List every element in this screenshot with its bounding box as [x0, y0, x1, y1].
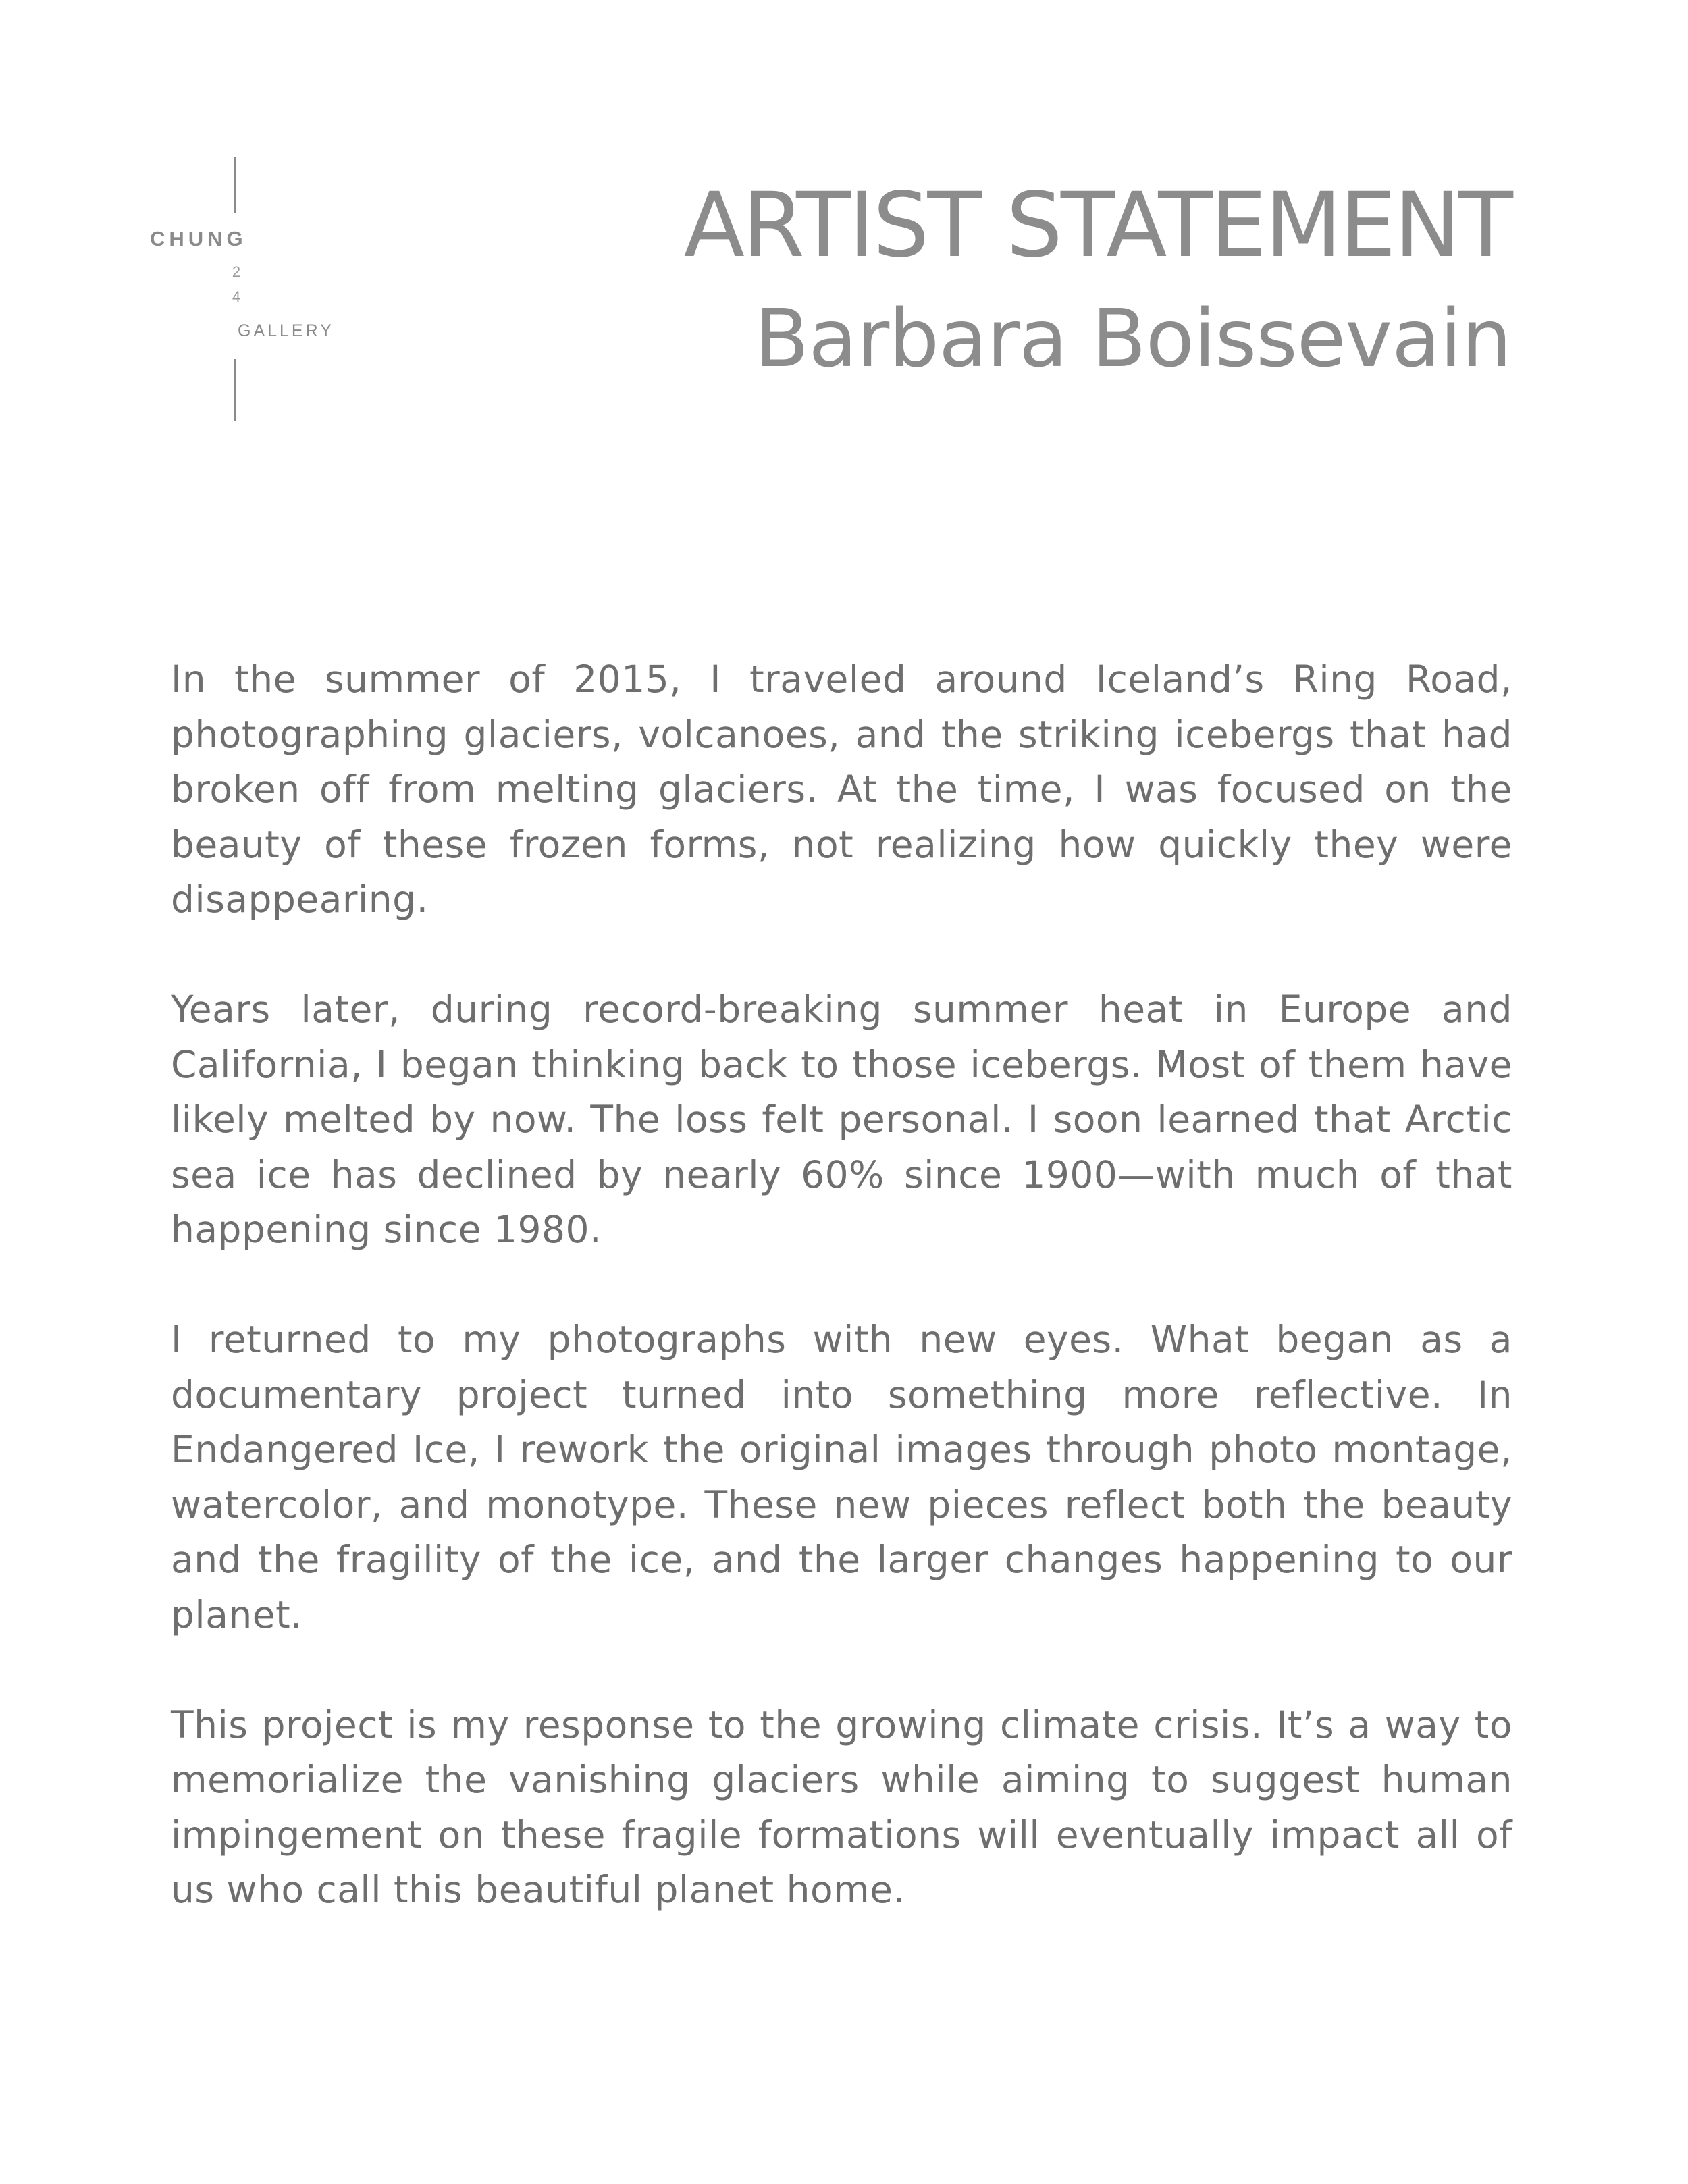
statement-paragraph-3: I returned to my photographs with new eyes. What began as a documentary project turned into something more reflective. In Endangered Ice, I rework the original images through photo montage, watercolor, and monotype. These new pieces reflect both the beauty and the fragility of the ice, and the larger changes happening to our planet. [171, 1318, 1512, 1636]
logo-digit-4: 4 [232, 288, 241, 305]
logo-word-gallery: GALLERY [238, 321, 334, 340]
logo-top-rule [234, 157, 236, 213]
title-block [683, 174, 1511, 385]
statement-paragraph-1: In the summer of 2015, I traveled around Iceland’s Ring Road, photographing glaciers, volcanoes, and the striking icebergs that had broken off from melting glaciers. At the time, I was focused on the beauty of these frozen forms, not realizing how quickly they were disappearing. [171, 658, 1512, 921]
gallery-logo [150, 157, 334, 421]
logo-word-chung: CHUNG [150, 227, 247, 250]
statement-paragraph-2: Years later, during record-breaking summer heat in Europe and California, I began thinking back to those icebergs. Most of them have likely melted by now. The loss felt personal. I soon learned that Arctic sea ice has declined by nearly 60% since 1900—with much of that happening since 1980. [171, 988, 1512, 1251]
logo-bottom-rule [234, 359, 236, 421]
artist-name: Barbara Boissevain [754, 292, 1511, 385]
statement-body [171, 652, 1512, 1918]
logo-digit-2: 2 [232, 263, 241, 280]
page-title: ARTIST STATEMENT [683, 174, 1511, 277]
statement-paragraph-4: This project is my response to the growing climate crisis. It’s a way to memorialize the vanishing glaciers while aiming to suggest human impingement on these fragile formations will eventually impact all of us who call this beautiful planet home. [171, 1703, 1512, 1911]
logo-digits [230, 259, 243, 309]
